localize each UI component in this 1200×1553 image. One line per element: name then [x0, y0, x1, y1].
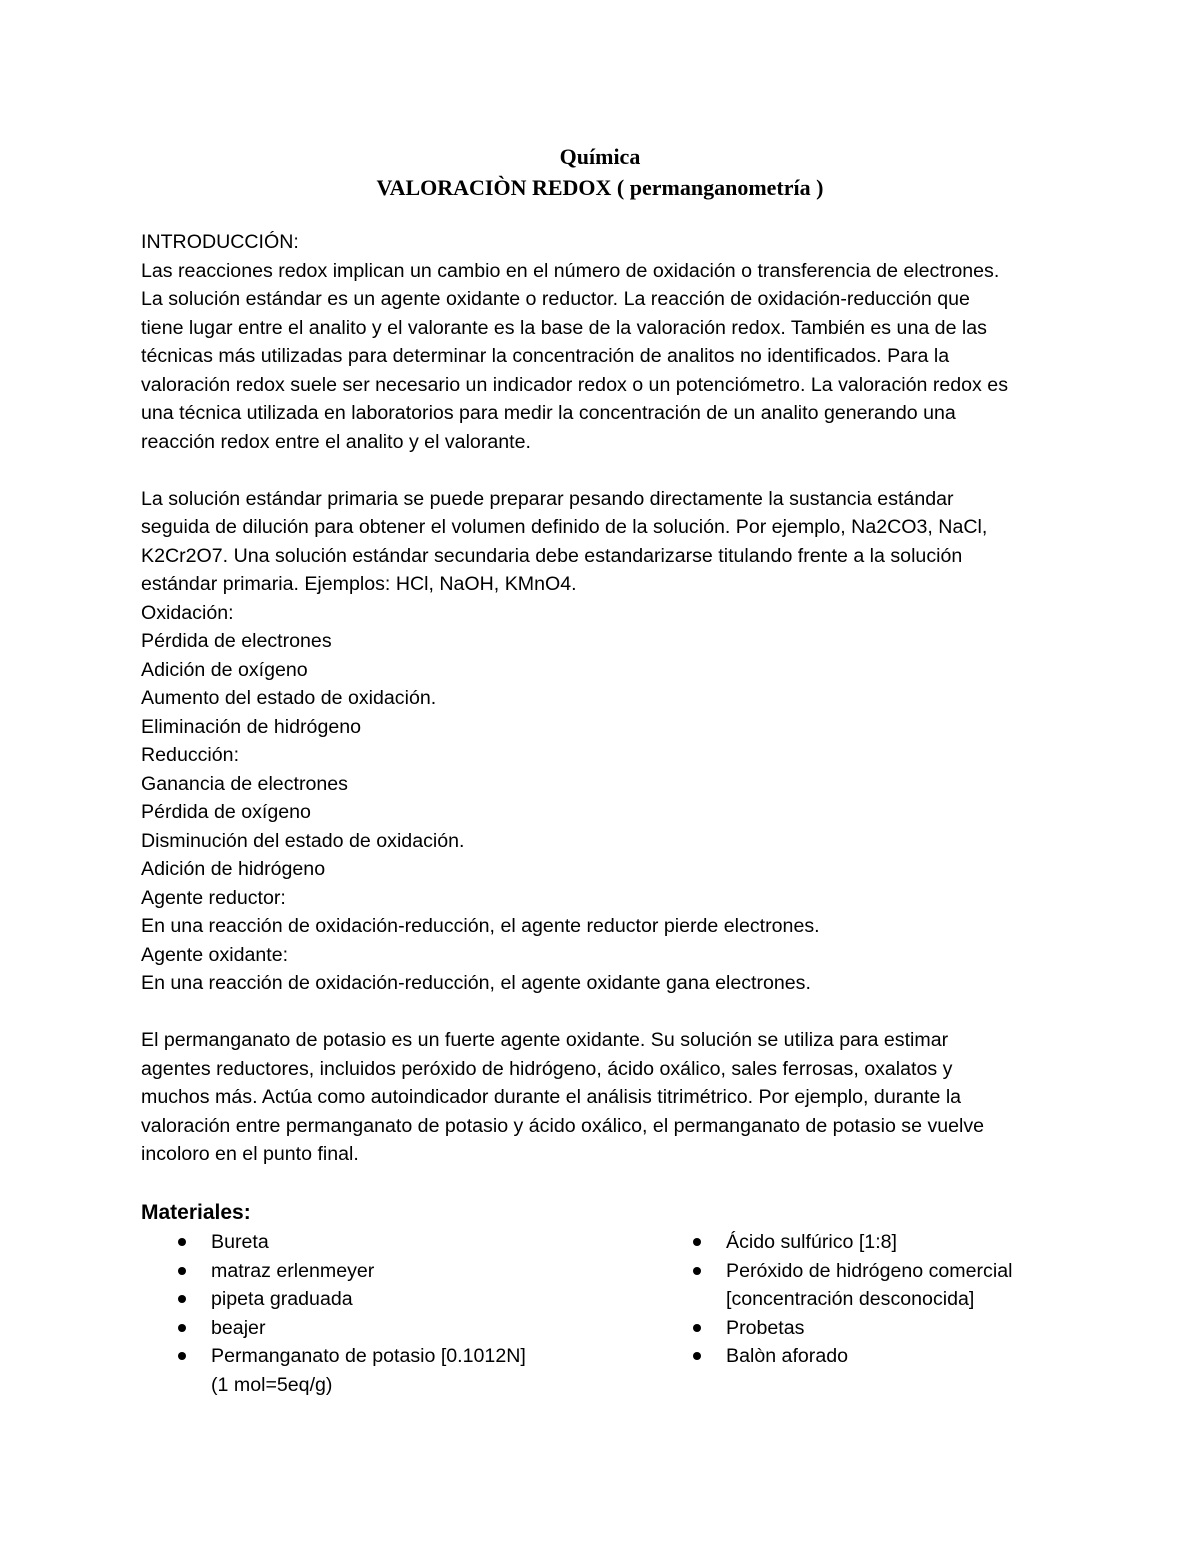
paragraph-line: estándar primaria. Ejemplos: HCl, NaOH, KMnO4. [141, 573, 577, 595]
paragraph-permanganate [141, 1026, 1101, 1169]
definition-line: Aumento del estado de oxidación. [141, 687, 437, 709]
list-item [691, 1257, 1111, 1314]
paragraph-line: K2Cr2O7. Una solución estándar secundaria debe estandarizarse titulando frente a la solución [141, 544, 963, 567]
material-label: matraz erlenmeyer [211, 1259, 375, 1282]
material-label: Probetas [726, 1316, 805, 1339]
material-label: beajer [211, 1316, 266, 1339]
blank-line [141, 456, 1101, 485]
paragraph-line: seguida de dilución para obtener el volumen definido de la solución. Por ejemplo, Na2CO3, NaCl, [141, 516, 988, 538]
bullet-icon [178, 1295, 186, 1303]
materials-list-left [176, 1228, 596, 1399]
material-label: Permanganato de potasio [0.1012N] [211, 1345, 526, 1367]
material-label: Peróxido de hidrógeno comercial [726, 1259, 1013, 1282]
material-label: pipeta graduada [211, 1288, 353, 1310]
definition-line: Eliminación de hidrógeno [141, 715, 362, 738]
paragraph-line: muchos más. Actúa como autoindicador durante el análisis titrimétrico. Por ejemplo, durante la [141, 1086, 962, 1108]
material-label-continuation: [concentración desconocida] [726, 1288, 975, 1310]
list-item [176, 1285, 596, 1314]
paragraph-line: Las reacciones redox implican un cambio en el número de oxidación o transferencia de electrones. [141, 259, 1000, 282]
paragraph-line: El permanganato de potasio es un fuerte agente oxidante. Su solución se utiliza para estimar [141, 1029, 949, 1051]
definition-heading-oxidizing-agent: Agente oxidante: [141, 943, 289, 966]
material-label-continuation: (1 mol=5eq/g) [211, 1373, 333, 1396]
bullet-icon [693, 1352, 701, 1360]
subject-heading: Química [559, 144, 641, 169]
definition-line: Disminución del estado de oxidación. [141, 829, 465, 852]
definition-line: Adición de oxígeno [141, 658, 308, 681]
materials-list-right [691, 1228, 1111, 1371]
list-item [176, 1342, 596, 1399]
document-title: VALORACIÒN REDOX ( permanganometría ) [376, 175, 824, 200]
list-item [176, 1228, 596, 1257]
definition-line: En una reacción de oxidación-reducción, el agente oxidante gana electrones. [141, 972, 811, 994]
list-item [691, 1228, 1111, 1257]
bullet-icon [178, 1324, 186, 1332]
paragraph-line: técnicas más utilizadas para determinar la concentración de analitos no identificados. Para la [141, 345, 950, 367]
paragraph-line: incoloro en el punto final. [141, 1143, 359, 1165]
paragraph-line: La solución estándar primaria se puede preparar pesando directamente la sustancia estándar [141, 487, 954, 510]
definition-line: Adición de hidrógeno [141, 858, 326, 880]
definition-heading-oxidation: Oxidación: [141, 601, 234, 624]
paragraph-line: tiene lugar entre el analito y el valorante es la base de la valoración redox. También es una de las [141, 316, 987, 339]
material-label: Bureta [211, 1231, 269, 1253]
list-item [176, 1314, 596, 1343]
materials-heading: Materiales: [141, 1201, 251, 1224]
definition-line: Pérdida de oxígeno [141, 801, 311, 823]
paragraph-line: valoración redox suele ser necesario un indicador redox o un potenciómetro. La valoración redox es [141, 373, 1008, 396]
list-item [176, 1257, 596, 1286]
intro-label: INTRODUCCIÓN: [141, 231, 299, 253]
list-item [691, 1314, 1111, 1343]
list-item [691, 1342, 1111, 1371]
body-text [141, 228, 1101, 1169]
definition-line: En una reacción de oxidación-reducción, el agente reductor pierde electrones. [141, 915, 820, 937]
bullet-icon [178, 1352, 186, 1360]
document-title-block [0, 141, 1200, 203]
paragraph-intro [141, 257, 1101, 457]
bullet-icon [178, 1267, 186, 1275]
definitions-list [141, 599, 1101, 998]
definition-heading-reducing-agent: Agente reductor: [141, 886, 286, 909]
definition-line: Pérdida de electrones [141, 630, 332, 652]
material-label: Balòn aforado [726, 1345, 849, 1367]
definition-heading-reduction: Reducción: [141, 744, 240, 766]
material-label: Ácido sulfúrico [1:8] [726, 1231, 897, 1253]
blank-line [141, 998, 1101, 1027]
paragraph-line: La solución estándar es un agente oxidante o reductor. La reacción de oxidación-reducción que [141, 288, 970, 310]
definition-line: Ganancia de electrones [141, 772, 348, 795]
paragraph-line: una técnica utilizada en laboratorios para medir la concentración de un analito generando una [141, 402, 956, 424]
bullet-icon [693, 1324, 701, 1332]
bullet-icon [693, 1267, 701, 1275]
paragraph-line: reacción redox entre el analito y el valorante. [141, 430, 531, 453]
bullet-icon [693, 1238, 701, 1246]
paragraph-line: valoración entre permanganato de potasio y ácido oxálico, el permanganato de potasio se vuelve [141, 1114, 985, 1137]
paragraph-line: agentes reductores, incluidos peróxido de hidrógeno, ácido oxálico, sales ferrosas, oxalatos y [141, 1057, 953, 1080]
bullet-icon [178, 1238, 186, 1246]
paragraph-standard-solution [141, 485, 1101, 599]
